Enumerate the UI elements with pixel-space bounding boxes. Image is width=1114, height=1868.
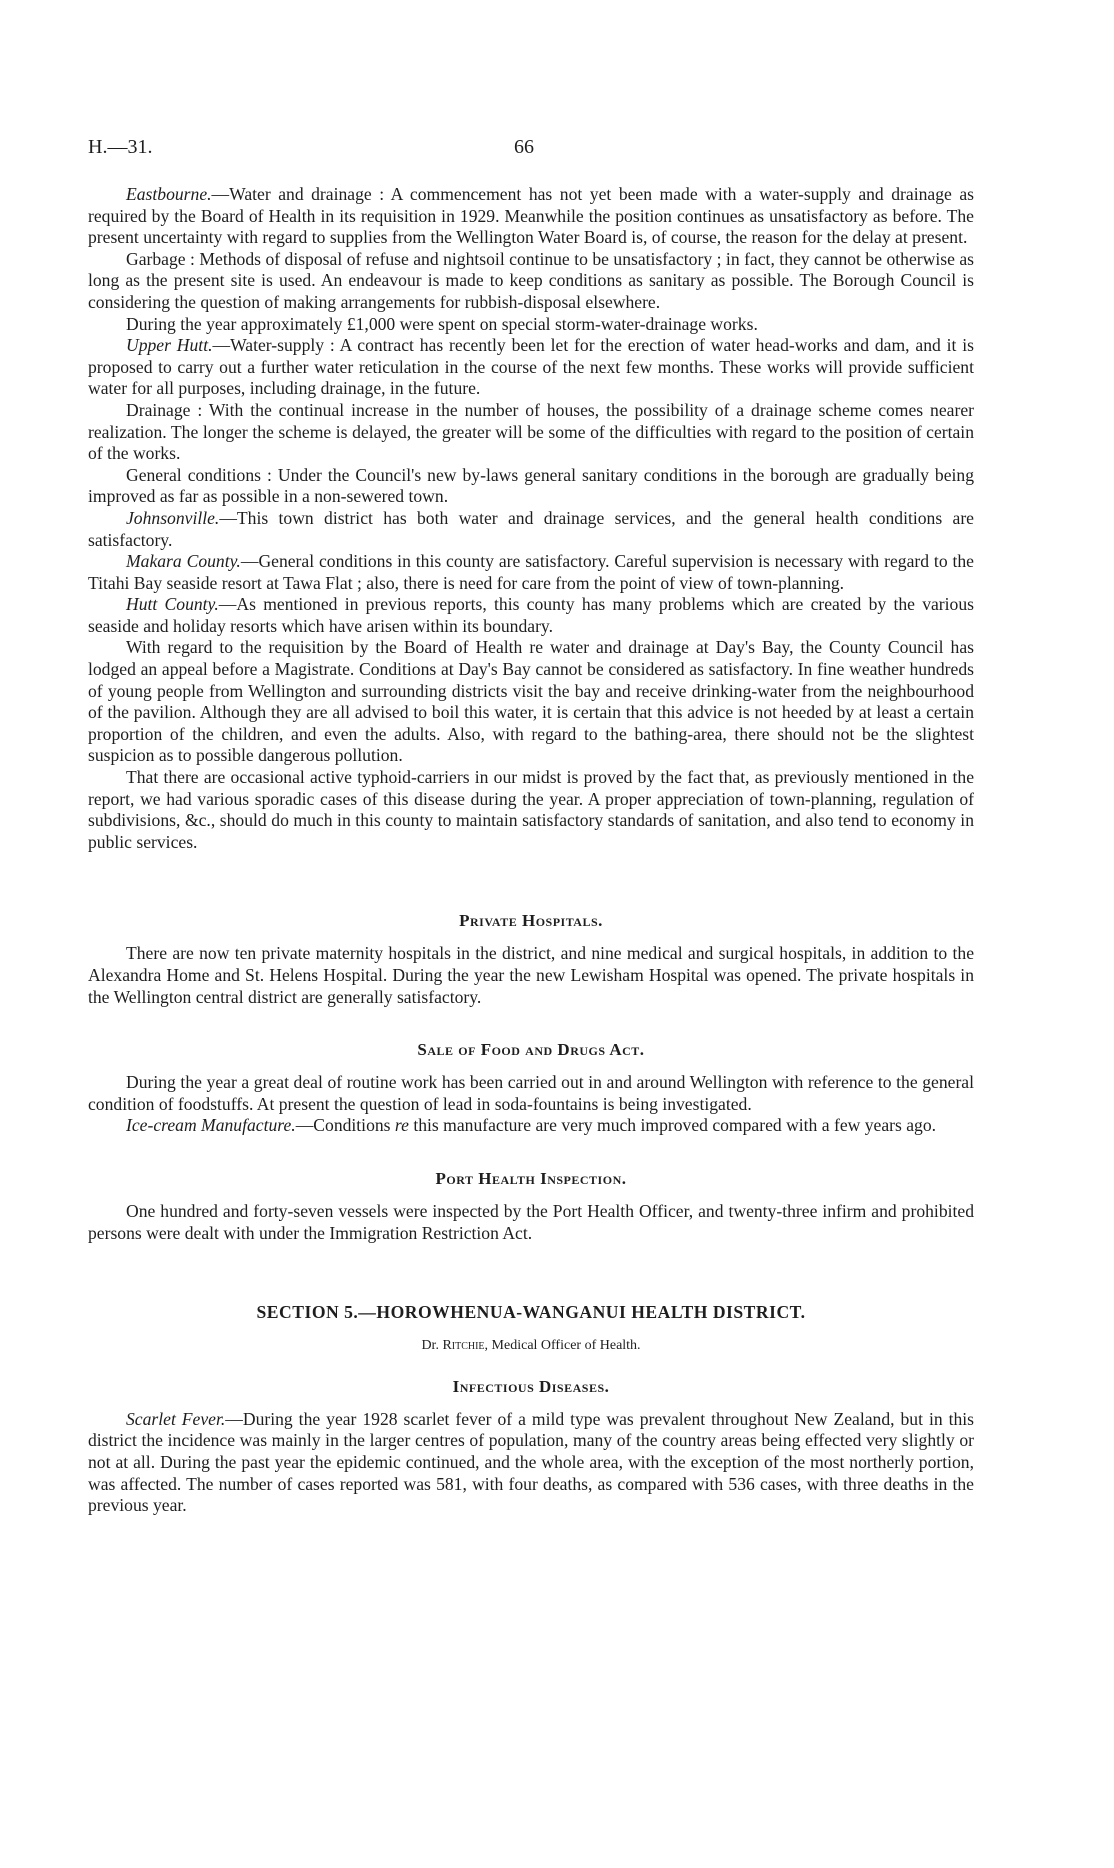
paragraph-lead: Eastbourne. bbox=[126, 184, 212, 204]
paragraph-lead: Makara County. bbox=[126, 551, 241, 572]
paragraph-lead: Ice-cream Manufacture. bbox=[126, 1115, 296, 1136]
paragraph-lead: Hutt County. bbox=[126, 594, 219, 615]
section-title: SECTION 5.—HOROWHENUA-WANGANUI HEALTH DISTRICT. bbox=[256, 1302, 806, 1323]
page-body bbox=[88, 184, 974, 1517]
paragraph: Eastbourne.—Water and drainage : A commencement has not yet been made with a water-supply and drainage as required by the Board of Health in its requisition in 1929. Meanwhile the position continues as unsatisfactory as before. The present uncertainty with regard to supplies from the Wellington Water Board is, of course, the reason for the delay at present. bbox=[88, 184, 974, 248]
section-heading: Private Hospitals. bbox=[459, 911, 603, 931]
paragraph: Upper Hutt.—Water-supply : A contract has recently been let for the erection of water head-works and dam, and it is proposed to carry out a further water reticulation in the course of the next few months. These works will provide sufficient water for all purposes, including drainage, in the future. bbox=[88, 335, 974, 399]
paragraph: With regard to the requisition by the Board of Health re water and drainage at Day's Bay, the County Council has lodged an appeal before a Magistrate. Conditions at Day's Bay cannot be considered as satisfactory. In fine weather hundreds of young people from Wellington and surrounding districts visit the bay and receive drinking-water from the neighbourhood of the pavilion. Although they are all advised to boil this water, it is certain that this advice is not heeded by at least a certain proportion of the children, and even the adults. Also, with regard to the bathing-area, there should not be the slightest suspicion as to possible dangerous pollution. bbox=[88, 637, 974, 766]
paragraph: Hutt County.—As mentioned in previous reports, this county has many problems which are created by the various seaside and holiday resorts which have arisen within its boundary. bbox=[88, 594, 974, 636]
food-drugs-section bbox=[88, 1040, 974, 1137]
page-header bbox=[88, 136, 974, 166]
paragraph-lead: Upper Hutt. bbox=[126, 335, 213, 356]
paragraph: One hundred and forty-seven vessels were inspected by the Port Health Officer, and twenty-three infirm and prohibited persons were dealt with under the Immigration Restriction Act. bbox=[88, 1200, 974, 1243]
paragraph: Johnsonville.—This town district has both water and drainage services, and the general health conditions are satisfactory. bbox=[88, 507, 974, 550]
paragraph: General conditions : Under the Council's new by-laws general sanitary conditions in the borough are gradually being improved as far as possible in a non-sewered town. bbox=[88, 464, 974, 507]
section-heading: Infectious Diseases. bbox=[452, 1376, 610, 1396]
author-line: Dr. Ritchie, Medical Officer of Health. bbox=[421, 1338, 641, 1354]
paragraph: Makara County.—General conditions in this county are satisfactory. Careful supervision is necessary with regard to the Titahi Bay seaside resort at Tawa Flat ; also, there is need for care from the point of view of town-planning. bbox=[88, 551, 974, 593]
document-reference: H.—31. bbox=[88, 136, 153, 158]
paragraph-lead: Scarlet Fever. bbox=[126, 1408, 226, 1429]
paragraph: During the year approximately £1,000 were spent on special storm-water-drainage works. bbox=[126, 313, 758, 334]
paragraph: Scarlet Fever.—During the year 1928 scarlet fever of a mild type was prevalent throughout New Zealand, but in this district the incidence was mainly in the larger centres of population, many of the country areas being effected very slightly or not at all. During the past year the epidemic continued, and the whole area, with the exception of the most northerly portion, was affected. The number of cases reported was 581, with four deaths, as compared with 536 cases, with three deaths in the previous year. bbox=[88, 1408, 975, 1516]
paragraph: During the year a great deal of routine work has been carried out in and around Wellington with reference to the general condition of foodstuffs. At present the question of lead in soda-fountains is being investigated. bbox=[88, 1072, 974, 1114]
section-5 bbox=[88, 1302, 974, 1517]
paragraph: Garbage : Methods of disposal of refuse and nightsoil continue to be unsatisfactory ; in fact, they cannot be otherwise as long as the present site is used. An endeavour is made to keep conditions as sanitary as possible. The Borough Council is considering the question of making arrangements for rubbish-disposal elsewhere. bbox=[88, 248, 974, 312]
private-hospitals-section bbox=[88, 911, 974, 1008]
page-number: 66 bbox=[514, 136, 534, 158]
paragraph: That there are occasional active typhoid-carriers in our midst is proved by the fact that, as previously mentioned in the report, we had various sporadic cases of this disease during the year. A proper appreciation of town-planning, regulation of subdivisions, &c., should do much in this county to maintain satisfactory standards of sanitation, and also tend to economy in public services. bbox=[88, 767, 974, 852]
paragraph: Ice-cream Manufacture.—Conditions re this manufacture are very much improved compared with a few years ago. bbox=[126, 1115, 937, 1136]
paragraph: There are now ten private maternity hospitals in the district, and nine medical and surgical hospitals, in addition to the Alexandra Home and St. Helens Hospital. During the year the new Lewisham Hospital was opened. The private hospitals in the Wellington central district are generally satisfactory. bbox=[88, 943, 974, 1007]
section-heading: Port Health Inspection. bbox=[435, 1168, 627, 1188]
section-heading: Sale of Food and Drugs Act. bbox=[417, 1040, 645, 1060]
port-health-section bbox=[88, 1169, 974, 1244]
paragraph: Drainage : With the continual increase in the number of houses, the possibility of a drainage scheme comes nearer realization. The longer the scheme is delayed, the greater will be some of the difficulties with regard to the position of certain of the works. bbox=[88, 399, 974, 464]
local-authorities-section bbox=[88, 184, 974, 853]
paragraph-lead: Johnsonville. bbox=[126, 507, 220, 528]
